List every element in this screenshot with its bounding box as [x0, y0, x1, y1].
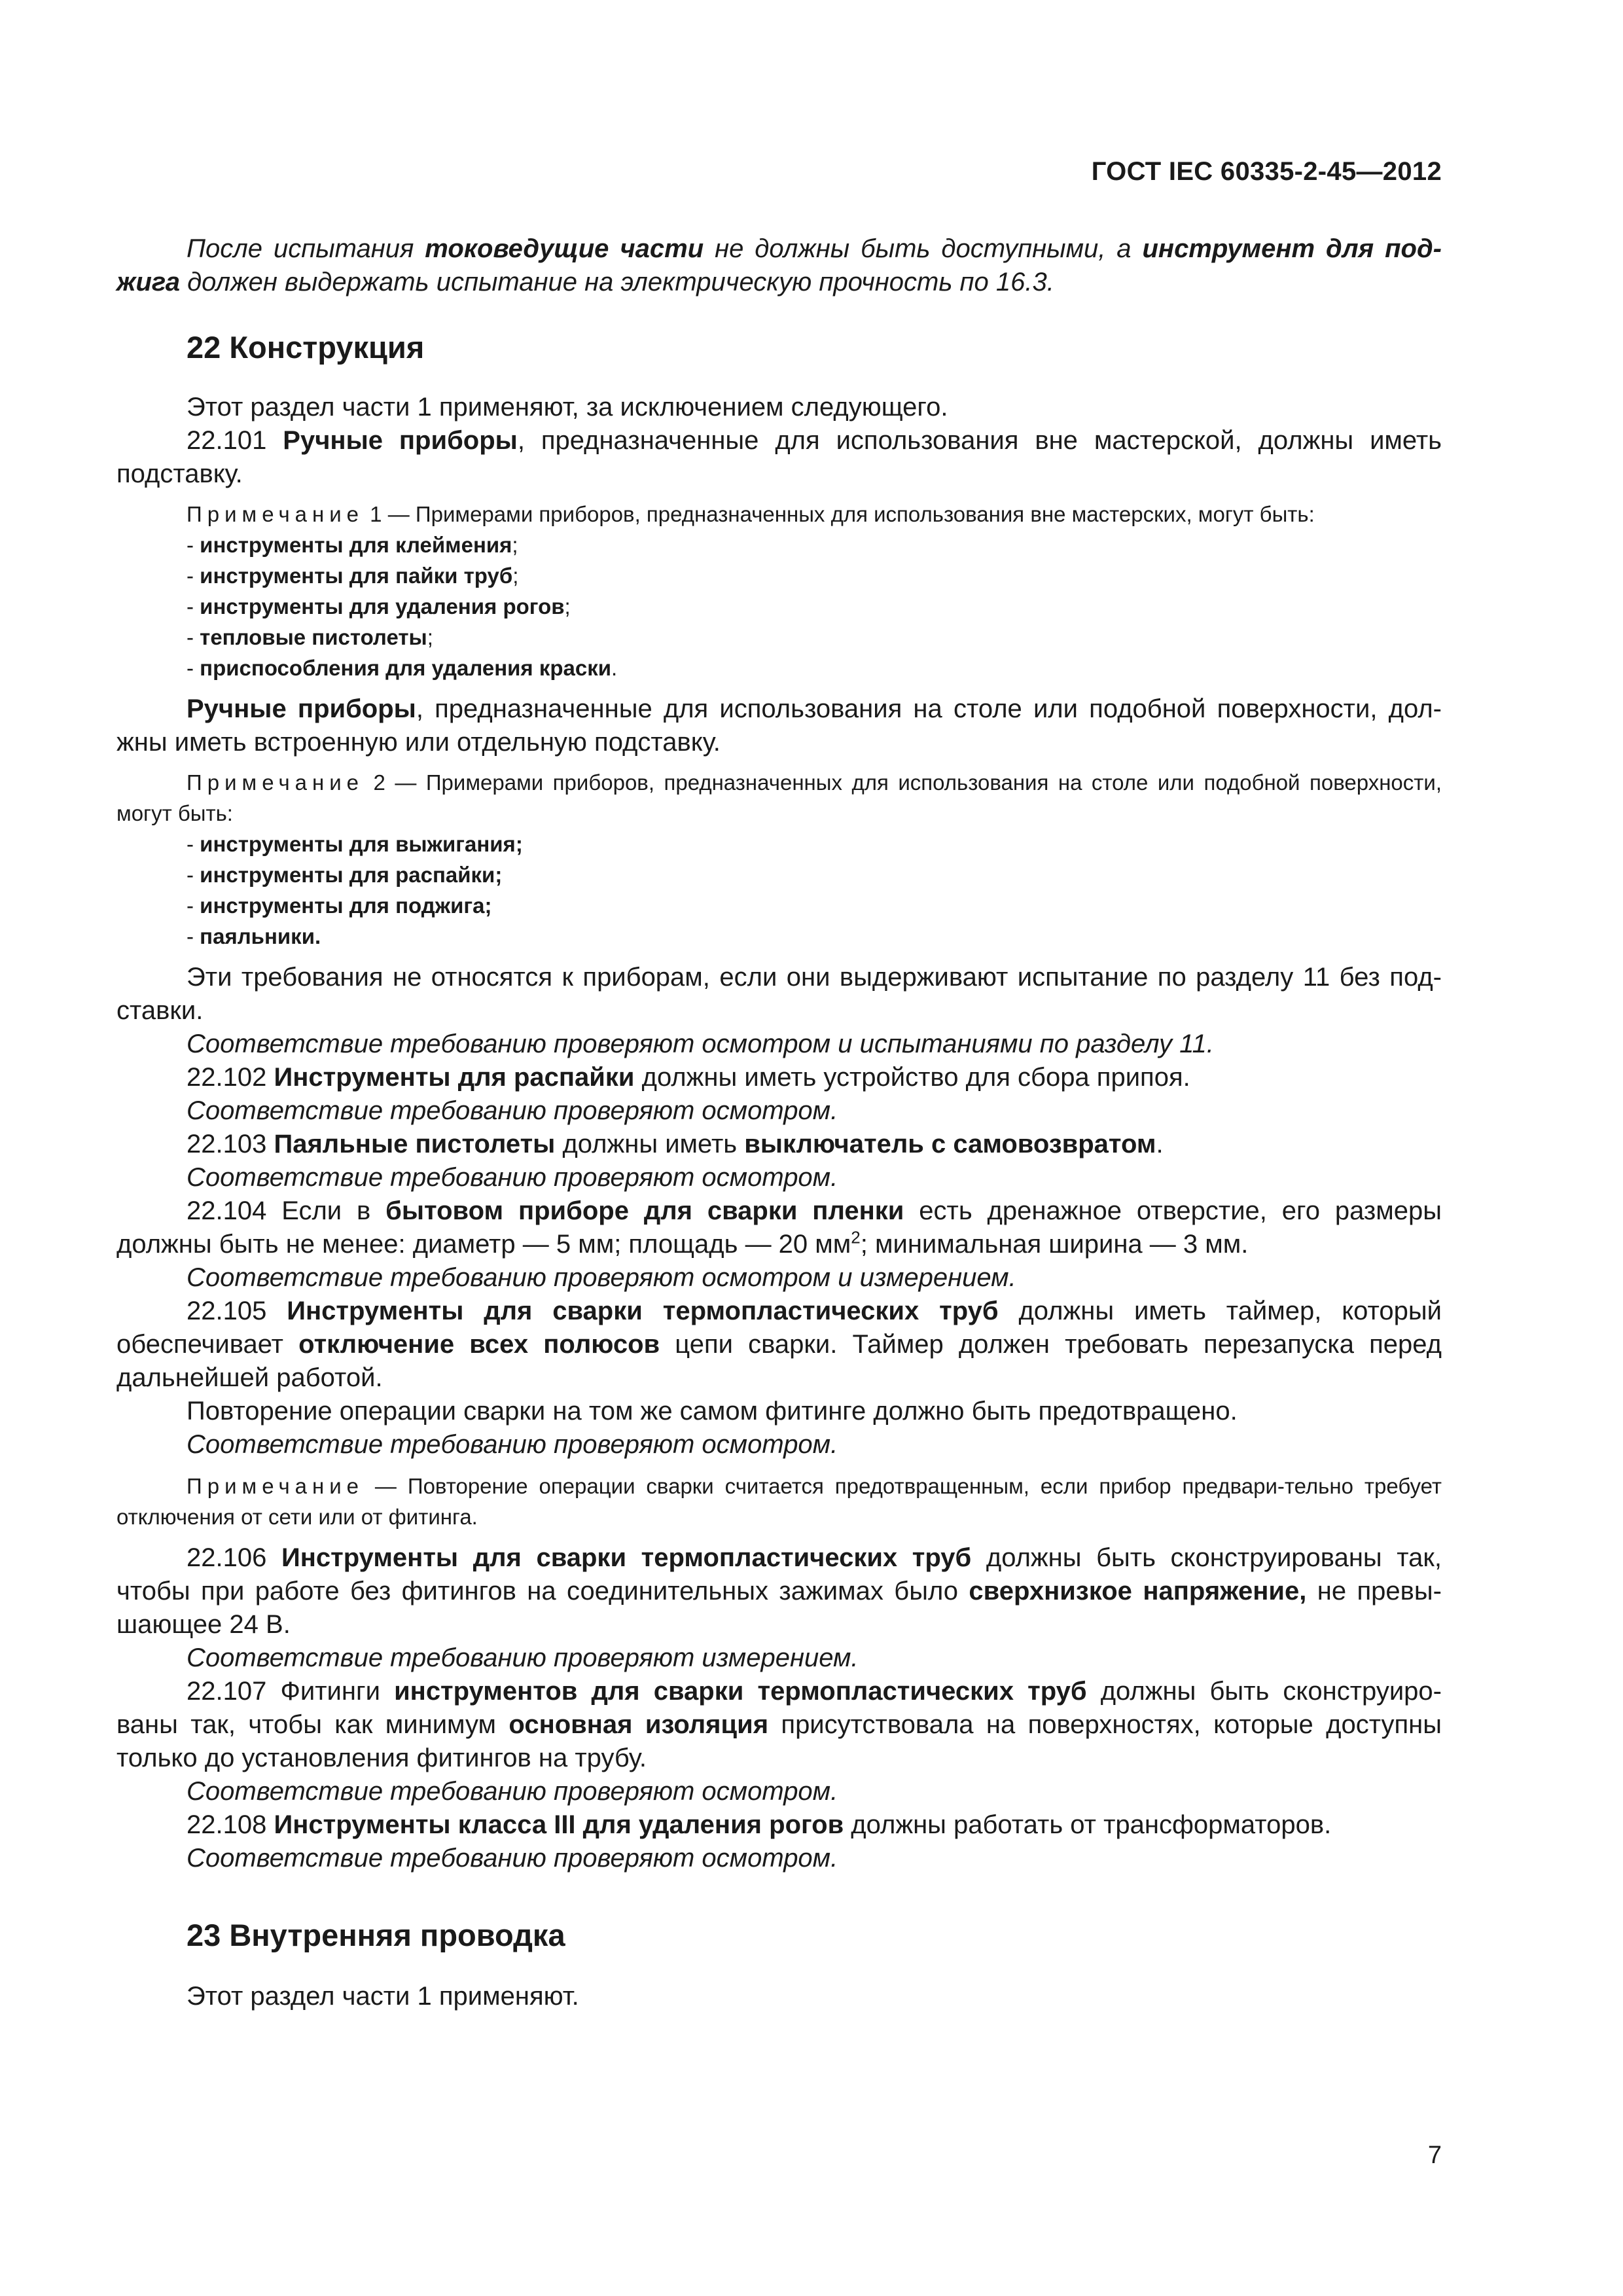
section-22-heading: 22 Конструкция	[187, 330, 425, 365]
compliance-check: Соответствие требованию проверяют осмотром.	[187, 1096, 838, 1125]
list-item: - тепловые пистолеты;	[187, 622, 1442, 653]
section-23-intro: Этот раздел части 1 применяют.	[187, 1982, 579, 2011]
clause-22-106: 22.106 Инструменты для сварки термопластических труб должны быть сконструированы так, чтобы при работе без фитингов на соединительных зажимах было сверхнизкое напряжение, не превы-шающее 24 В.	[116, 1543, 1442, 1639]
list-item: - приспособления для удаления краски.	[187, 653, 1442, 683]
compliance-check: Соответствие требованию проверяют осмотром.	[187, 1844, 838, 1873]
page-number: 7	[1427, 2142, 1442, 2169]
list-item: - инструменты для выжигания;	[187, 829, 1442, 859]
document-body	[116, 232, 1442, 2013]
compliance-check: Соответствие требованию проверяют осмотром и испытаниями по разделу 11.	[187, 1030, 1214, 1058]
compliance-check: Соответствие требованию проверяют осмотром.	[187, 1163, 838, 1192]
clause-22-102: 22.102 Инструменты для распайки должны иметь устройство для сбора припоя.	[187, 1063, 1190, 1092]
note-1: Примечание 1 — Примерами приборов, предназначенных для использования вне мастерских, могут быть:	[187, 502, 1315, 526]
list-item: - инструменты для пайки труб;	[187, 560, 1442, 591]
clause-22-108: 22.108 Инструменты класса III для удаления рогов должны работать от трансформаторов.	[187, 1810, 1332, 1839]
clause-22-101: 22.101 Ручные приборы, предназначенные для использования вне мастерской, должны иметь подставку.	[116, 426, 1442, 488]
list-item: - инструменты для клеймения;	[187, 529, 1442, 560]
clause-22-107: 22.107 Фитинги инструментов для сварки термопластических труб должны быть сконструиро-ваны так, чтобы как минимум основная изоляция присутствовала на поверхностях, которые доступны только до установления фитингов на трубу.	[116, 1677, 1442, 1772]
note-2: Примечание 2 — Примерами приборов, предназначенных для использования на столе или подобной поверхности, могут быть:	[116, 770, 1442, 825]
compliance-check: Соответствие требованию проверяют осмотром и измерением.	[187, 1263, 1016, 1292]
note-1-list	[116, 529, 1442, 683]
compliance-check: Соответствие требованию проверяют осмотром.	[187, 1430, 838, 1459]
document-page	[116, 0, 1442, 2296]
note-3: Примечание — Повторение операции сварки считается предотвращенным, если прибор предвари-тельно требует отключения от сети или от фитинга.	[116, 1474, 1442, 1529]
list-item: - инструменты для поджига;	[187, 890, 1442, 921]
requirements-paragraph: Эти требования не относятся к приборам, если они выдерживают испытание по разделу 11 без под-ставки.	[116, 963, 1442, 1025]
note-2-list	[116, 829, 1442, 952]
clause-22-105: 22.105 Инструменты для сварки термопластических труб должны иметь таймер, который обеспечивает отключение всех полюсов цепи сварки. Таймер должен требовать перезапуска перед дальнейшей работой.	[116, 1297, 1442, 1392]
compliance-check: Соответствие требованию проверяют измерением.	[187, 1643, 859, 1672]
section-23-heading: 23 Внутренняя проводка	[187, 1918, 565, 1952]
document-header: ГОСТ IEC 60335-2-45—2012	[1091, 157, 1442, 186]
clause-22-104: 22.104 Если в бытовом приборе для сварки пленки есть дренажное отверстие, его размеры должны быть не менее: диаметр — 5 мм; площадь — 20 $мм^2$; минимальная ширина — 3 мм.	[116, 1196, 1442, 1259]
list-item: - паяльники.	[187, 921, 1442, 952]
section-22-intro: Этот раздел части 1 применяют, за исключением следующего.	[187, 393, 948, 422]
clause-22-105-repeat: Повторение операции сварки на том же самом фитинге должно быть предотвращено.	[187, 1397, 1238, 1426]
compliance-check: Соответствие требованию проверяют осмотром.	[187, 1777, 838, 1806]
table-devices-paragraph: Ручные приборы, предназначенные для использования на столе или подобной поверхности, дол-жны иметь встроенную или отдельную подставку.	[116, 694, 1442, 757]
list-item: - инструменты для удаления рогов;	[187, 591, 1442, 622]
list-item: - инструменты для распайки;	[187, 859, 1442, 890]
intro-paragraph: После испытания токоведущие части не должны быть доступными, а инструмент для под-жига должен выдержать испытание на электрическую прочность по 16.3.	[116, 234, 1442, 296]
clause-22-103: 22.103 Паяльные пистолеты должны иметь выключатель с самовозвратом.	[187, 1130, 1164, 1158]
